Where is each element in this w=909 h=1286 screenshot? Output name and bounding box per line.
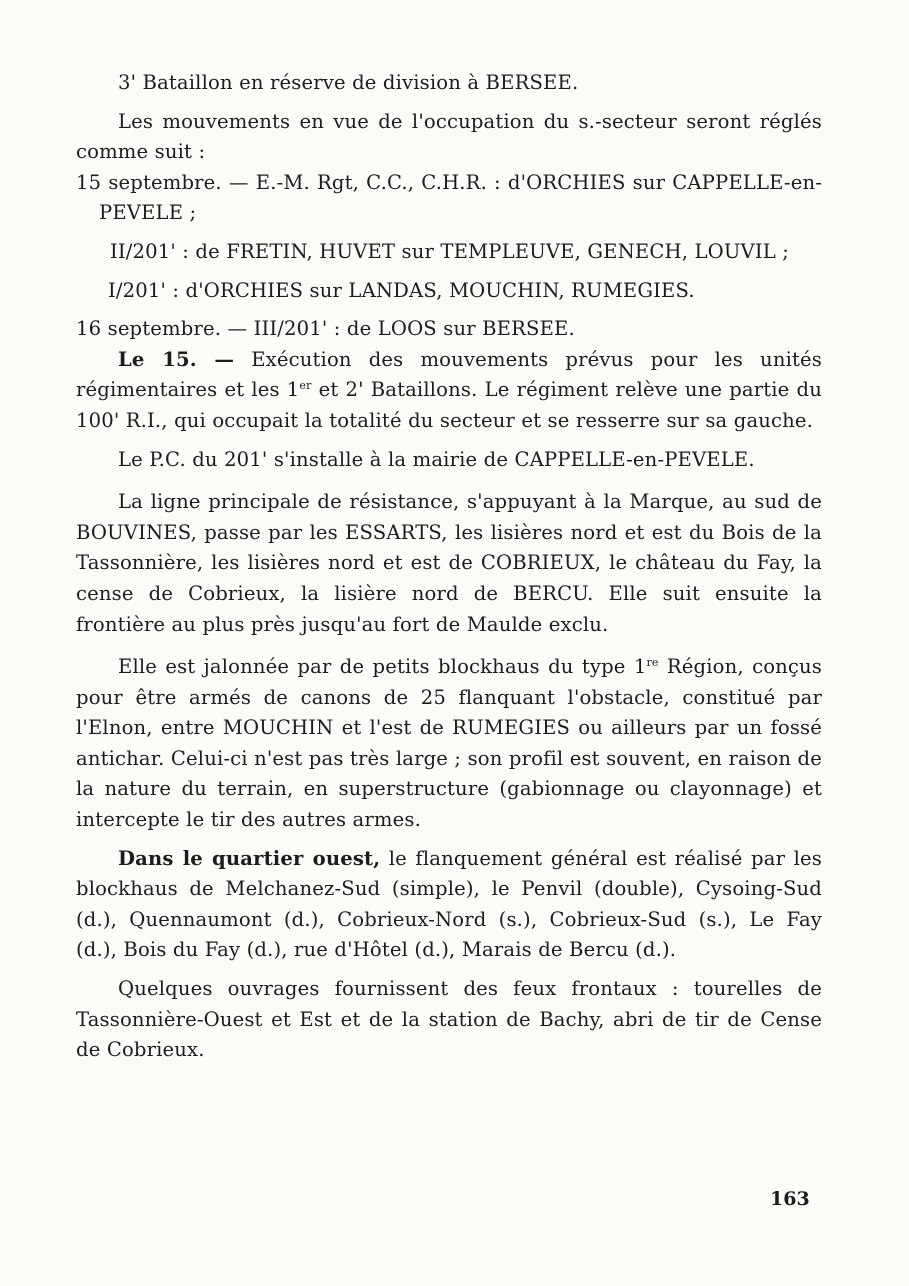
paragraph-text: Exécution des mouvements prévus pour les unités régimentaires et les 1 bbox=[76, 347, 822, 402]
page-body bbox=[76, 68, 822, 1066]
paragraph-le-15 bbox=[76, 345, 822, 437]
paragraph-text: Elle est jalonnée par de petits blockhaus du type 1 bbox=[118, 655, 647, 679]
paragraph-lead: Dans le quartier ouest, bbox=[118, 846, 381, 870]
superscript: re bbox=[646, 656, 659, 670]
paragraph-pc-installation: Le P.C. du 201' s'installe à la mairie de CAPPELLE-en-PEVELE. bbox=[118, 447, 755, 471]
paragraph-feux-frontaux: Quelques ouvrages fournissent des feux frontaux : tourelles de Tassonnière-Ouest et Est et de la station de Bachy, abri de tir de Cense de Cobrieux. bbox=[76, 977, 822, 1062]
paragraph-movement-15-sept: 15 septembre. — E.-M. Rgt, C.C., C.H.R. : d'ORCHIES sur CAPPELLE-en-PEVELE ; bbox=[76, 170, 822, 225]
paragraph-movement-16-sept: 16 septembre. — III/201' : de LOOS sur BERSEE. bbox=[76, 317, 575, 341]
paragraph-text: le flanquement général est réalisé par les blockhaus de Melchanez-Sud (simple), le Penvil (double), Cysoing-Sud (d.), Quennaumont (d.), Cobrieux-Nord (s.), Cobrieux-Sud (s.), Le Fay (d.), Bois du Fay (d.), rue d'Hôtel (d.), Marais de Bercu (d.). bbox=[76, 846, 822, 962]
paragraph-movement-II-201: II/201' : de FRETIN, HUVET sur TEMPLEUVE, GENECH, LOUVIL ; bbox=[110, 239, 790, 263]
paragraph-blockhaus bbox=[76, 652, 822, 836]
paragraph-battalion-reserve: 3' Bataillon en réserve de division à BERSEE. bbox=[118, 71, 579, 94]
paragraph-text: et 2' Bataillons. Le régiment relève une partie du 100' R.I., qui occupait la totalité du secteur et se resserre sur sa gauche. bbox=[76, 378, 822, 432]
superscript: er bbox=[299, 379, 312, 393]
paragraph-main-resistance-line: La ligne principale de résistance, s'appuyant à la Marque, au sud de BOUVINES, passe par les ESSARTS, les lisières nord et est du Bois de la Tassonnière, les lisières nord et est de COBRIEUX, le château du Fay, la cense de Cobrieux, la lisière nord de BERCU. Elle suit ensuite la frontière au plus près jusqu'au fort de Maulde exclu. bbox=[76, 490, 822, 636]
paragraph-movement-I-201: I/201' : d'ORCHIES sur LANDAS, MOUCHIN, RUMEGIES. bbox=[108, 278, 695, 302]
paragraph-lead: Le 15. — bbox=[118, 347, 235, 371]
paragraph-quartier-ouest bbox=[76, 844, 822, 966]
paragraph-text: Région, conçus pour être armés de canons de 25 flanquant l'obstacle, constitué par l'Elnon, entre MOUCHIN et l'est de RUMEGIES ou ailleurs par un fossé antichar. Celui-ci n'est pas très large ; son profil est souvent, en raison de la nature du terrain, en superstructure (gabionnage ou clayonnage) et intercepte le tir des autres armes. bbox=[76, 655, 823, 832]
paragraph-movements-intro: Les mouvements en vue de l'occupation du s.-secteur seront réglés comme suit : bbox=[76, 109, 822, 164]
page-number: 163 bbox=[770, 1188, 810, 1210]
